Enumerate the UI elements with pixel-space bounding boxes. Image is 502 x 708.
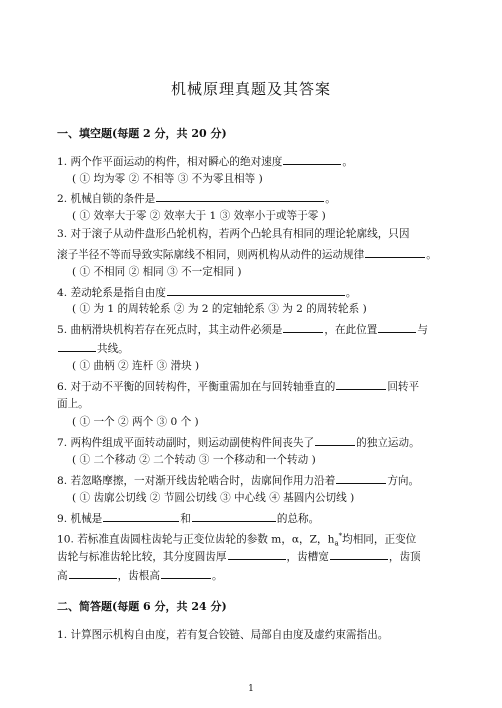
- answer-blank[interactable]: [336, 379, 386, 390]
- question-2-options: ( ① 效率大于零 ② 效率大于 1 ③ 效率小于或等于零 ): [72, 210, 326, 222]
- question-3-line-2: 滚子半径不等而导致实际廓线不相同，则两机构从动件的运动规律 。: [57, 249, 437, 261]
- question-5-options: ( ① 曲柄 ② 连杆 ③ 滑块 ): [72, 360, 200, 372]
- question-7-options: ( ① 二个移动 ② 二个转动 ③ 一个移动和一个转动 ): [72, 454, 316, 466]
- section2-question-1: 1. 计算图示机构自由度，若有复合铰链、局部自由度及虚约束需指出。: [57, 629, 389, 641]
- answer-blank[interactable]: [69, 568, 117, 579]
- section2-heading: 二、简答题(每题 6 分，共 24 分): [57, 600, 227, 613]
- question-10-line-1: 10. 若标准直齿圆柱齿轮与正变位齿轮的参数 m，α，Z，$h_a^*$均相同，正变位: [57, 532, 417, 548]
- question-3-line-1: 3. 对于滚子从动件盘形凸轮机构，若两个凸轮具有相同的理论轮廓线，只因: [57, 228, 410, 240]
- question-9: 9. 机械是 和 的总称。: [57, 513, 320, 525]
- answer-blank[interactable]: [336, 473, 386, 484]
- question-10-line-3: 高 ，齿根高 。: [57, 570, 223, 582]
- answer-blank[interactable]: [58, 341, 96, 352]
- answer-blank[interactable]: [103, 511, 179, 522]
- question-6-line-1: 6. 对于动不平衡的回转构件，平衡重需加在与回转轴垂直的 回转平: [57, 381, 420, 393]
- answer-blank[interactable]: [283, 322, 323, 333]
- question-8: 8. 若忽略摩擦，一对渐开线齿轮啮合时，齿廓间作用力沿着 方向。: [57, 475, 420, 487]
- answer-blank[interactable]: [192, 511, 276, 522]
- page-number: 1: [248, 684, 254, 694]
- answer-blank[interactable]: [167, 285, 345, 296]
- answer-blank[interactable]: [283, 154, 341, 165]
- answer-blank[interactable]: [156, 191, 324, 202]
- section1-heading: 一、填空题(每题 2 分，共 20 分): [57, 127, 227, 140]
- answer-blank[interactable]: [330, 549, 388, 560]
- question-4: 4. 差动轮系是指自由度 。: [57, 287, 357, 299]
- question-5-line-2: 共线。: [57, 341, 449, 355]
- question-2: 2. 机械自锁的条件是 。: [57, 193, 336, 205]
- question-5-line-1: 5. 曲柄滑块机构若存在死点时，其主动件必须是 ，在此位置 与: [57, 324, 428, 336]
- question-7: 7. 两构件组成平面转动副时，则运动副使构件间丧失了 的独立运动。: [57, 437, 420, 449]
- question-1: 1. 两个作平面运动的构件，相对瞬心的绝对速度 。: [57, 156, 353, 168]
- document-title: 机械原理真题及其答案: [170, 80, 331, 98]
- question-4-options: ( ① 为 1 的周转轮系 ② 为 2 的定轴轮系 ③ 为 2 的周转轮系 ): [72, 303, 367, 315]
- answer-blank[interactable]: [315, 435, 355, 446]
- question-6-options: ( ① 一个 ② 两个 ③ 0 个 ): [72, 416, 199, 428]
- question-10-line-2: 齿轮与标准齿轮比较，其分度圆齿厚 ，齿槽宽 ，齿顶: [57, 551, 421, 563]
- question-3-options: ( ① 不相同 ② 相同 ③ 不一定相同 ): [72, 266, 242, 278]
- answer-blank[interactable]: [365, 247, 425, 258]
- question-8-options: ( ① 齿廓公切线 ② 节圆公切线 ③ 中心线 ④ 基圆内公切线 ): [72, 492, 355, 504]
- answer-blank[interactable]: [378, 322, 416, 333]
- answer-blank[interactable]: [161, 568, 211, 579]
- question-1-options: ( ① 均为零 ② 不相等 ③ 不为零且相等 ): [72, 173, 263, 185]
- answer-blank[interactable]: [228, 549, 286, 560]
- question-6-line-2: 面上。: [57, 398, 89, 410]
